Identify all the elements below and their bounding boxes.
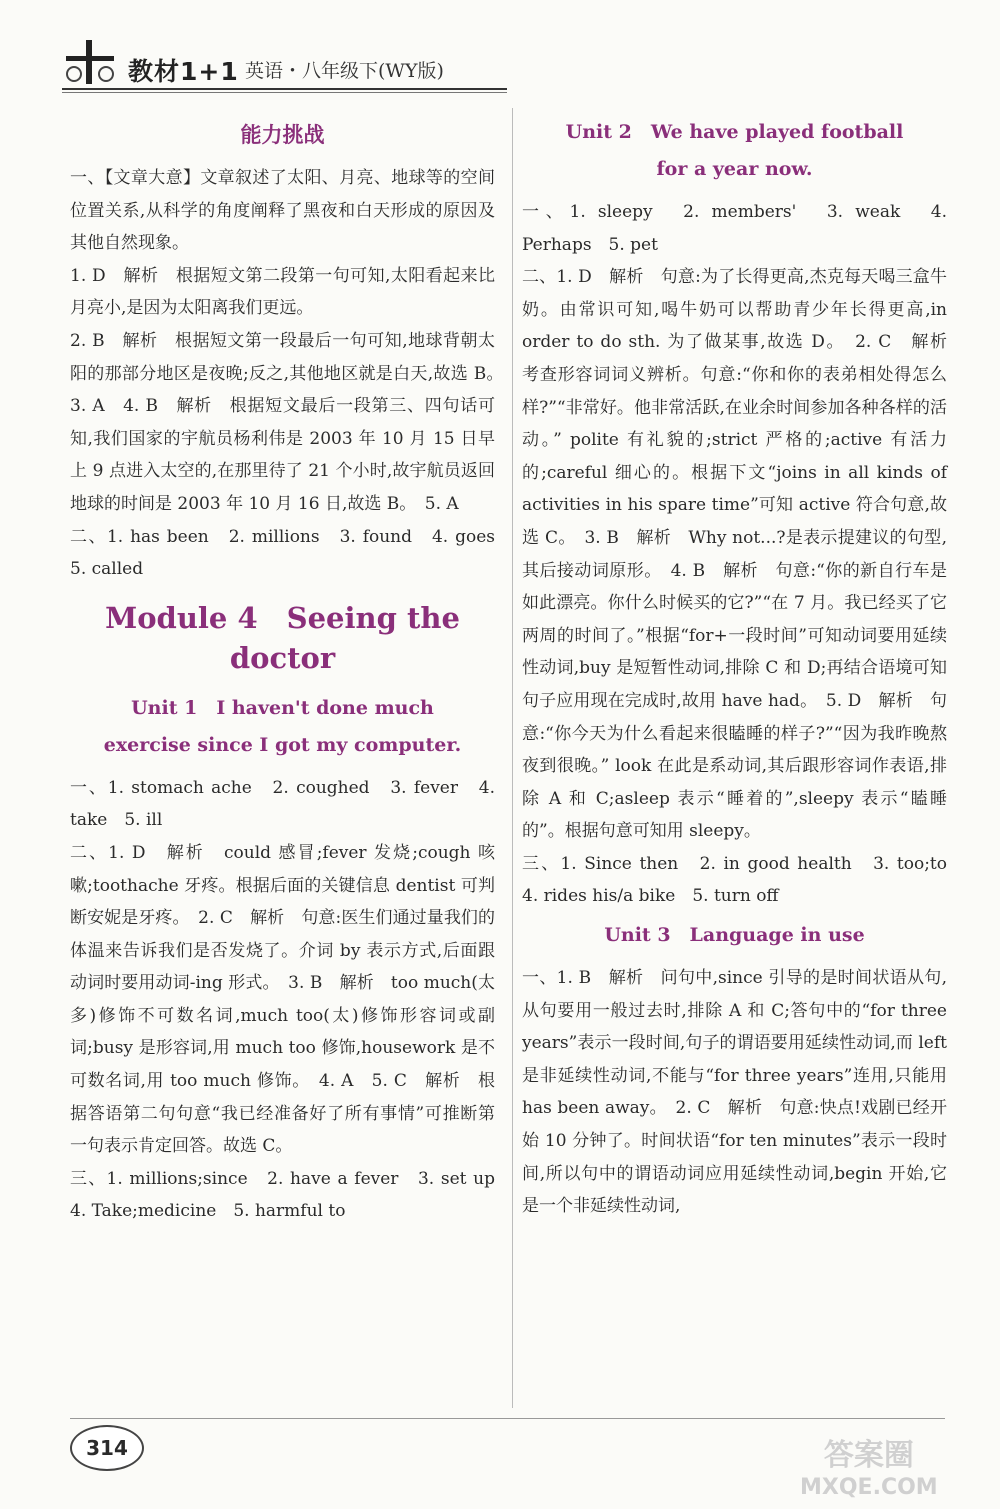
brand-title: 教材1+1 <box>128 57 239 86</box>
unit3-title: Unit 3 Language in use <box>604 924 865 947</box>
q2-answers: 二、1. has been 2. millions 3. found 4. goes 5. called <box>70 526 512 580</box>
header-rule-thin <box>62 92 507 93</box>
q1-answer-2: 2. B 解析 根据短文第一段最后一句可知,地球背朝太阳的那部分地区是夜晚;反之,其他地区就是白天,故选 B。 3. A 4. B 解析 根据短文最后一段第三、四句话可知,我们国家的宇航员杨利伟是 2003 年 10 月 15 日早上 9 点进入太空的,在那里待了 21 个小时,故宇航员返回地球的时间是 2003 年 10 月 16 日,故选 B。 5. A <box>70 330 512 514</box>
unit1-title <box>70 690 495 764</box>
unit1-q1: 一、1. stomach ache 2. coughed 3. fever 4. take 5. ill <box>70 777 495 831</box>
book-subtitle: 英语・八年级下(WY版) <box>245 60 444 82</box>
unit1-q2: 二、1. D 解析 could 感冒;fever 发烧;cough 咳嗽;toothache 牙疼。根据后面的关键信息 dentist 可判断安妮是牙疼。 2. C 解析 句意:医生们通过量我们的体温来告诉我们是否发烧了。介词 by 表示方式,后面跟动词时要用动词-ing 形式。 3. B 解析 too much(太多)修饰不可数名词,much too(太)修饰形容词或副词;busy 是形容词,用 much too 修饰,housework 是不可数名词,用 too much 修饰。 4. A 5. C 解析 根据答语第二句句意“我已经准备好了所有事情”可推断第一句表示肯定回答。故选 C。 <box>70 842 495 1157</box>
page-number: 314 <box>70 1425 144 1471</box>
q1-summary: 一、【文章大意】文章叙述了太阳、月亮、地球等的空间位置关系,从科学的角度阐释了黑夜和白天形成的原因及其他自然现象。 <box>70 168 495 254</box>
unit3-q1: 一、1. B 解析 问句中,since 引导的是时间状语从句,从句要用一般过去时,排除 A 和 C;答句中的“for three years”表示一段时间,句子的谓语要用延续性动词,而 left 是非延续性动词,不能与“for three years”连用,只能用 has been away。 2. C 解析 句意:快点!戏剧已经开始 10 分钟了。时间状语“for ten minutes”表示一段时间,所以句中的谓语动词应用延续性动词,begin 开始,它是一个非延续性动词, <box>522 968 947 1217</box>
unit2-title-line1: Unit 2 We have played football <box>565 121 904 143</box>
q1-answer-1: 1. D 解析 根据短文第二段第一句可知,太阳看起来比月亮小,是因为太阳离我们更远。 <box>70 265 495 319</box>
module-title: Module 4 Seeing the doctor <box>105 600 460 675</box>
watermark <box>800 1440 938 1504</box>
section-title: 能力挑战 <box>240 123 325 147</box>
unit2-title <box>522 114 947 188</box>
unit2-q1: 一、1. sleepy 2. members' 3. weak 4. Perhaps 5. pet <box>522 202 947 255</box>
watermark-line1: 答案圈 <box>823 1438 914 1473</box>
unit1-title-line1: Unit 1 I haven't done much <box>131 696 434 719</box>
right-column <box>522 110 964 1223</box>
header-rule <box>62 88 507 90</box>
unit2-q2: 二、1. D 解析 句意:为了长得更高,杰克每天喝三盒牛奶。由常识可知,喝牛奶可以帮助青少年长得更高,in order to do sth. 为了做某事,故选 D。 2. C 解析 考查形容词词义辨析。句意:“你和你的表弟相处得怎么样?”“非常好。他非常活跃,在业余时间参加各种各样的活动。” polite 有礼貌的;strict 严格的;active 有活力的;careful 细心的。根据下文“joins in all kinds of activities in his spare time”可知 active 符合句意,故选 C。 3. B 解析 Why not...?是表示提建议的句型,其后接动词原形。 4. B 解析 句意:“你的新自行车是如此漂亮。你什么时候买的它?”“在 7 月。我已经买了它两周的时间了。”根据“for+一段时间”可知动词要用延续性动词,buy 是短暂性动词,排除 C 和 D;再结合语境可知句子应用现在完成时,故用 have had。 5. D 解析 句意:“你今天为什么看起来很瞌睡的样子?”“因为我昨晚熬夜到很晚。” look 在此是系动词,其后跟形容词作表语,排除 A 和 C;asleep 表示“睡着的”,sleepy 表示“瞌睡的”。根据句意可知用 sleepy。 <box>522 267 964 842</box>
page-header <box>0 0 1000 95</box>
unit1-q3: 三、1. millions;since 2. have a fever 3. set up 4. Take;medicine 5. harmful to <box>70 1168 512 1222</box>
unit1-title-line2: exercise since I got my computer. <box>103 733 462 756</box>
unit2-title-line2: for a year now. <box>656 158 813 180</box>
footer-rule <box>70 1418 945 1419</box>
unit2-q3: 三、1. Since then 2. in good health 3. too;to 4. rides his/a bike 5. turn off <box>522 853 964 907</box>
column-divider <box>512 108 513 1408</box>
watermark-line2: MXQE.COM <box>800 1475 938 1500</box>
logo-icon <box>62 38 118 88</box>
left-column <box>70 110 512 1228</box>
